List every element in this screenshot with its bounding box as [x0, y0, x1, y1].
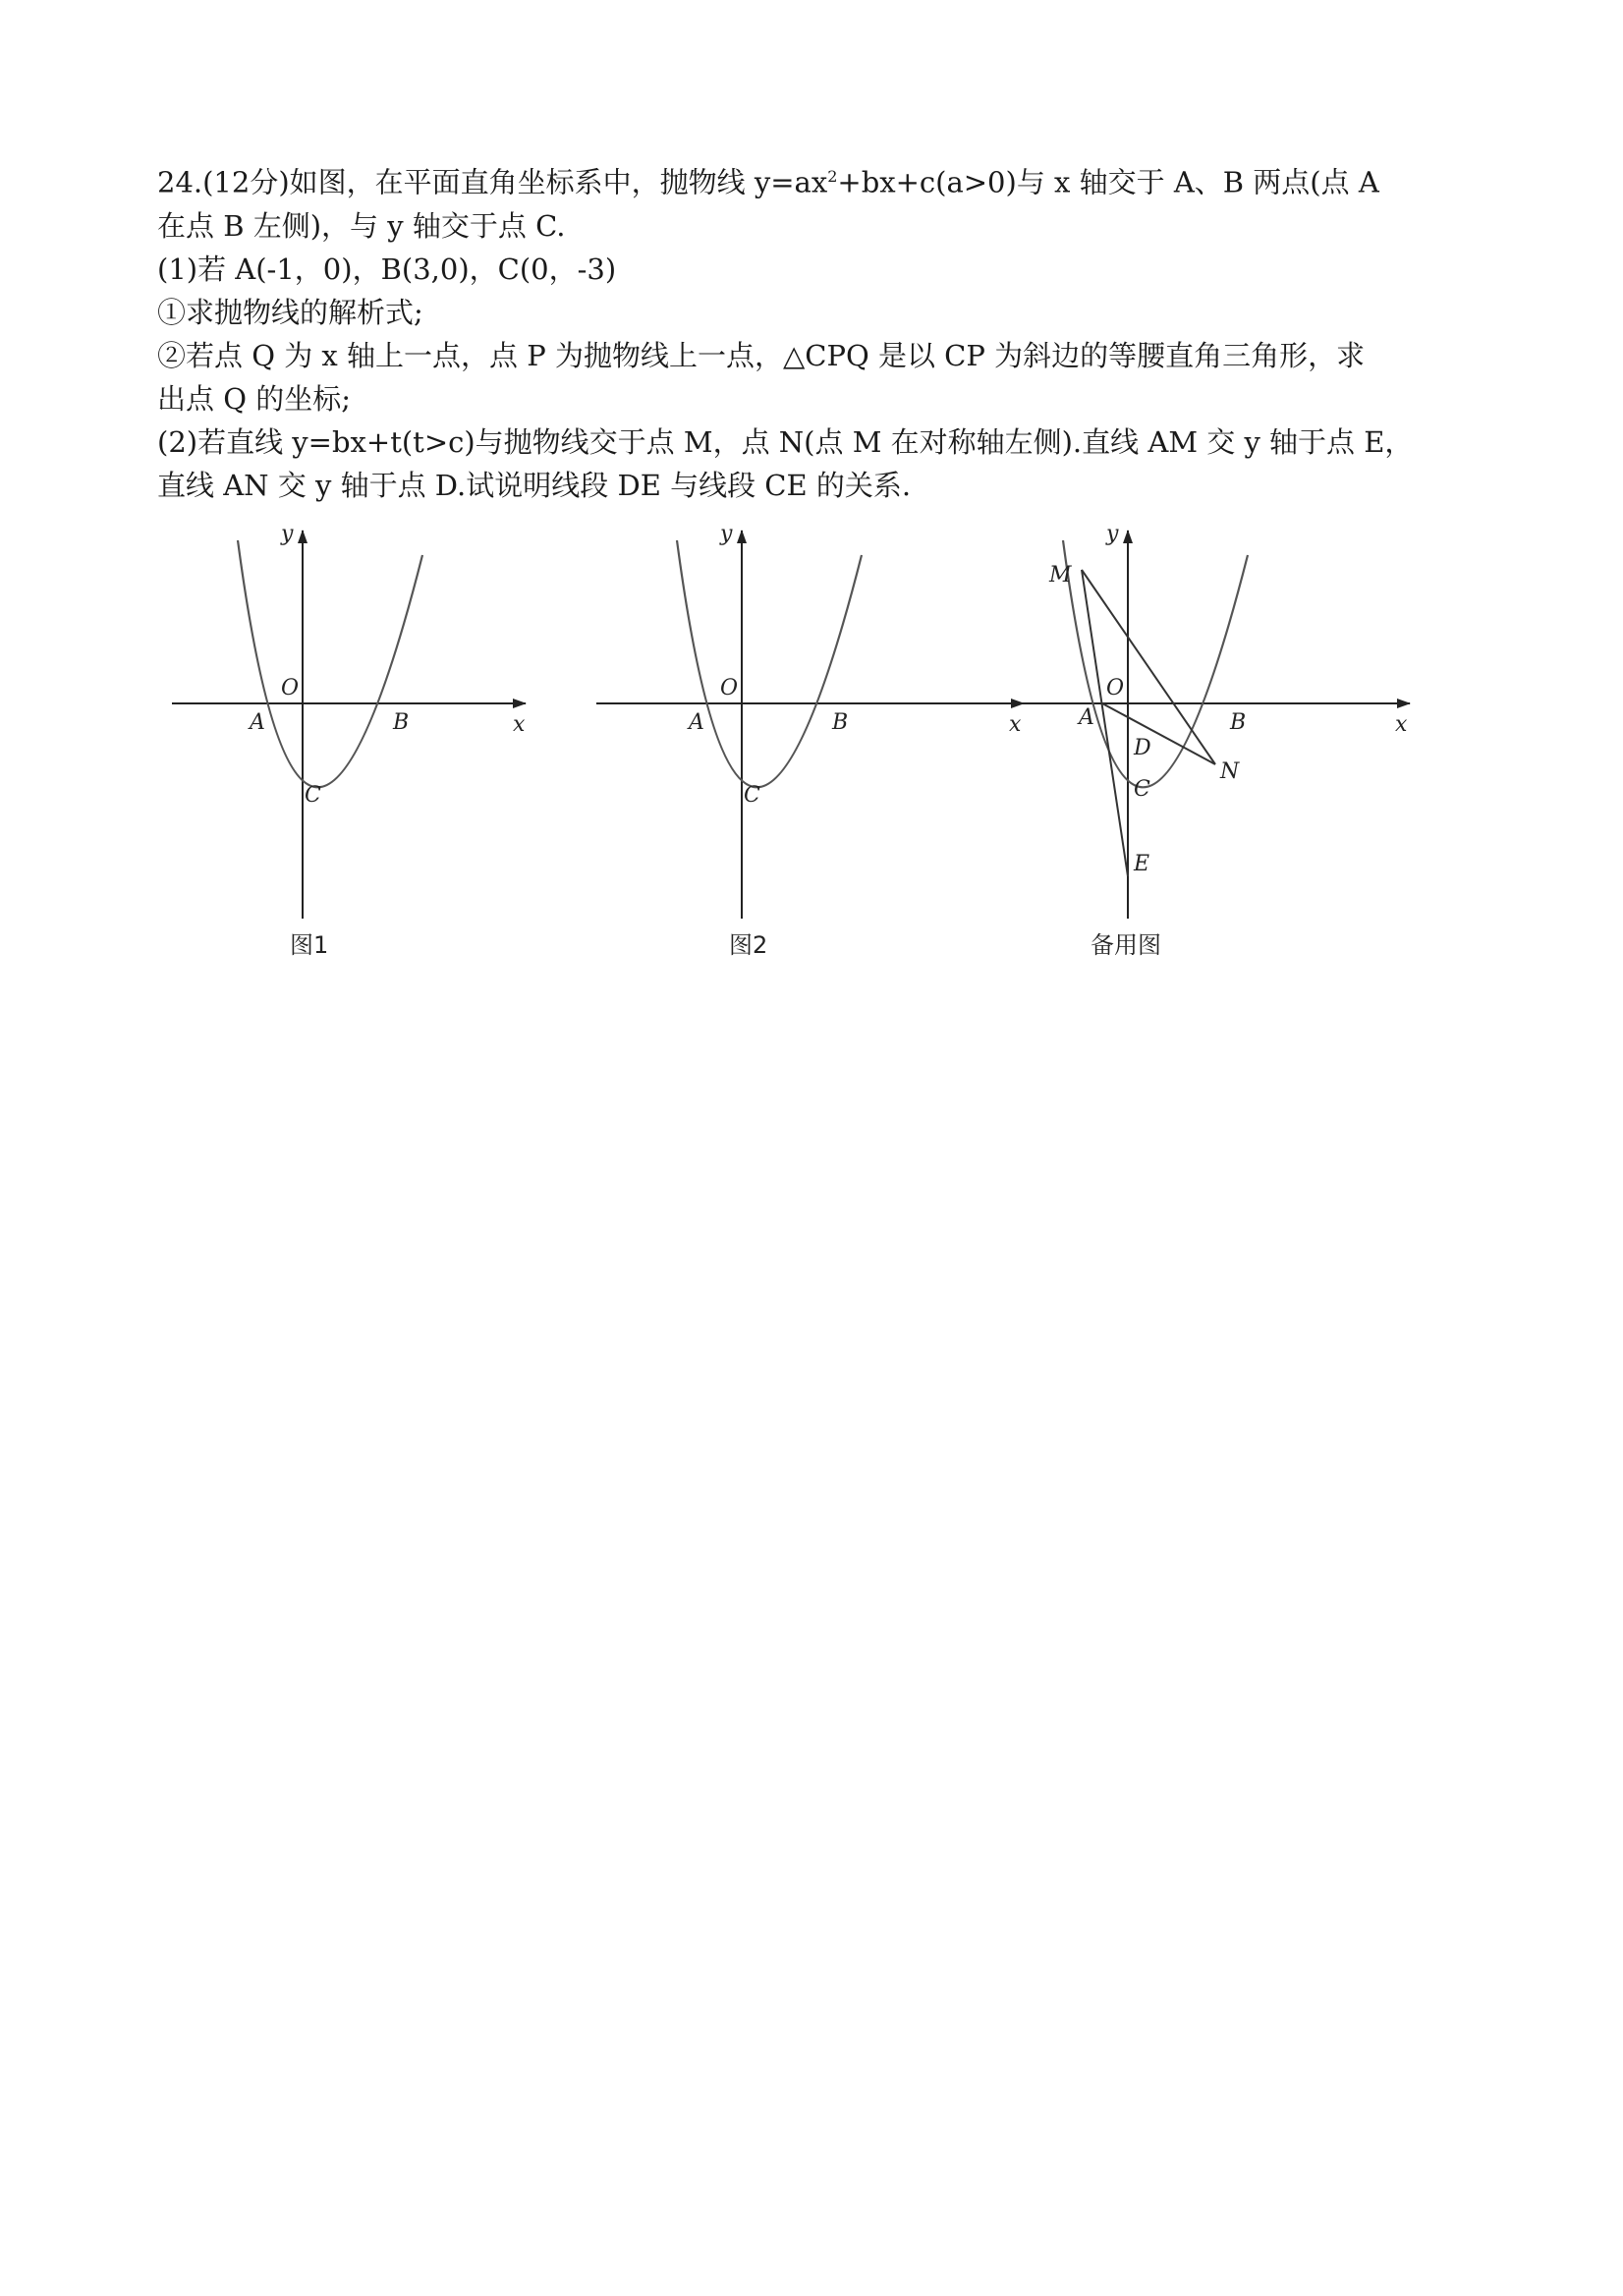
point-e-label: E [1134, 852, 1150, 876]
parabola [238, 540, 422, 787]
point-b-label: B [1230, 710, 1247, 735]
figures-svg [157, 511, 1434, 973]
figure-1-caption: 图1 [290, 931, 329, 959]
point-b-label: B [832, 710, 849, 735]
figure-2-caption: 图2 [729, 931, 768, 959]
problem-line-6: 出点 Q 的坐标; [157, 381, 351, 416]
problem-line-7: (2)若直线 y=bx+t(t>c)与抛物线交于点 M，点 N(点 M 在对称轴左侧).直线 AM 交 y 轴于点 E， [157, 424, 1414, 459]
x-label: x [1009, 712, 1022, 737]
point-d-label: D [1134, 736, 1151, 760]
point-c-label: C [744, 783, 760, 808]
figure-1 [172, 522, 526, 959]
parabola [677, 540, 862, 787]
problem-line-1: 24.(12分)如图，在平面直角坐标系中，抛物线 $y=ax^2+bx+c(a>0)$与 x 轴交于 A、B 两点(点 A [157, 165, 1379, 199]
point-c-label: C [305, 783, 321, 808]
figure-2 [596, 522, 1024, 959]
problem-line-4: ①求抛物线的解析式; [157, 295, 423, 329]
problem-line-2: 在点 B 左侧)，与 y 轴交于点 C. [157, 208, 566, 243]
point-b-label: B [393, 710, 410, 735]
point-c-label: C [1134, 777, 1150, 802]
x-label: x [1395, 712, 1408, 737]
point-m-label: M [1049, 563, 1072, 588]
origin-label: O [1106, 676, 1125, 700]
parabola [1063, 540, 1248, 787]
y-label: y [720, 522, 733, 546]
point-a-label: A [689, 710, 704, 735]
figure-3 [982, 522, 1410, 959]
point-n-label: N [1220, 759, 1240, 784]
x-label: x [513, 712, 526, 737]
problem-line-5: ②若点 Q 为 x 轴上一点，点 P 为抛物线上一点，△CPQ 是以 CP 为斜边的等腰直角三角形，求 [157, 338, 1366, 372]
point-a-label: A [250, 710, 265, 735]
figure-3-caption: 备用图 [1091, 931, 1161, 959]
origin-label: O [281, 676, 300, 700]
problem-text [157, 155, 1474, 507]
problem-line-8: 直线 AN 交 y 轴于点 D.试说明线段 DE 与线段 CE 的关系. [157, 468, 912, 502]
problem-line-3: (1)若 A(-1，0)，B(3,0)，C(0，-3) [157, 252, 617, 286]
y-label: y [281, 522, 294, 546]
origin-label: O [720, 676, 739, 700]
y-label: y [1106, 522, 1119, 546]
point-a-label: A [1079, 705, 1094, 730]
